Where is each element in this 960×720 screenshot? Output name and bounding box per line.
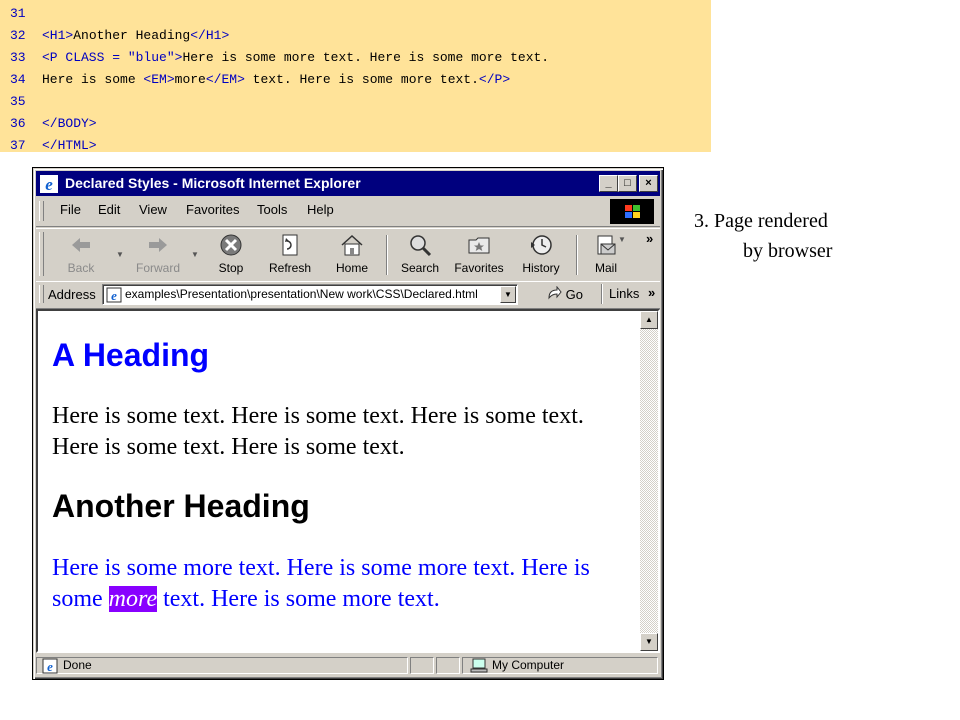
menu-edit[interactable]: Edit: [98, 202, 121, 217]
back-arrow-icon: [68, 232, 94, 258]
forward-label: Forward: [135, 261, 180, 275]
refresh-icon: [277, 232, 303, 258]
standard-toolbar: [36, 228, 660, 282]
refresh-button[interactable]: [262, 232, 318, 278]
line-number: 35: [10, 94, 26, 109]
code-line: [10, 137, 97, 155]
code-text: Here is some more text. Here is some more text.: [182, 50, 550, 65]
paragraph-2-text-end: text. Here is some more text.: [157, 586, 440, 612]
annotation-line-1: 3. Page rendered: [694, 210, 828, 232]
forward-dropdown-icon[interactable]: ▼: [191, 250, 199, 259]
address-dropdown-button[interactable]: ▼: [500, 286, 516, 303]
stop-label: Stop: [218, 261, 244, 275]
refresh-label: Refresh: [268, 261, 312, 275]
line-number: 33: [10, 50, 26, 65]
title-bar[interactable]: [36, 171, 660, 196]
page-paragraph-2: [52, 553, 632, 615]
status-text: Done: [63, 658, 92, 672]
address-separator: [601, 284, 603, 304]
code-tag: <P CLASS = "blue">: [42, 50, 183, 65]
code-tag: </P>: [478, 72, 511, 87]
toolbar-more-chevron[interactable]: »: [646, 231, 654, 246]
windows-logo-icon: [610, 199, 654, 224]
page-heading-2: Another Heading: [52, 488, 310, 524]
menu-grip[interactable]: [39, 201, 44, 221]
code-line: [10, 71, 510, 89]
favorites-folder-icon: [466, 232, 492, 258]
go-button[interactable]: [546, 286, 583, 302]
code-tag: </H1>: [190, 28, 230, 43]
back-label: Back: [67, 261, 95, 275]
security-zone-text: My Computer: [492, 658, 565, 672]
line-number: 31: [10, 6, 26, 21]
maximize-button[interactable]: □: [618, 175, 637, 192]
mail-dropdown-icon[interactable]: ▼: [618, 235, 626, 244]
window-title: Declared Styles - Microsoft Internet Explorer: [65, 175, 361, 191]
address-value: examples\Presentation\presentation\New work\CSS\Declared.html: [125, 287, 478, 301]
menu-view[interactable]: View: [139, 202, 167, 217]
slide-annotation: [694, 206, 832, 266]
address-bar: [36, 281, 660, 309]
line-number: 32: [10, 28, 26, 43]
scroll-up-arrow-icon[interactable]: ▲: [640, 311, 658, 329]
svg-text:e: e: [111, 288, 117, 303]
scroll-down-arrow-icon[interactable]: ▼: [640, 633, 658, 651]
favorites-button[interactable]: [450, 232, 508, 278]
vertical-scrollbar[interactable]: [640, 311, 658, 651]
forward-button[interactable]: [128, 232, 188, 278]
page-paragraph-1: Here is some text. Here is some text. Here is some text. Here is some text. Here is some text.: [52, 403, 584, 460]
history-clock-icon: [528, 232, 554, 258]
code-tag: </EM>: [205, 72, 245, 87]
links-button[interactable]: Links: [609, 286, 640, 301]
address-label: Address: [48, 287, 96, 302]
browser-window: [32, 167, 664, 680]
code-line: [10, 5, 42, 23]
code-tag: <H1>: [42, 28, 74, 43]
emphasized-text: more: [108, 586, 158, 612]
code-line: [10, 93, 42, 111]
toolbar-separator-2: [576, 235, 578, 275]
search-globe-icon: [407, 232, 433, 258]
go-arrow-icon: [546, 286, 562, 302]
svg-text:e: e: [47, 659, 53, 674]
go-label: Go: [565, 287, 583, 302]
line-number: 36: [10, 116, 26, 131]
code-listing: [0, 0, 711, 152]
mail-icon: [593, 232, 619, 258]
svg-text:e: e: [45, 175, 53, 193]
back-button[interactable]: [56, 232, 106, 278]
back-dropdown-icon[interactable]: ▼: [116, 250, 124, 259]
code-line: [10, 49, 549, 67]
code-line: [10, 27, 229, 45]
links-more-chevron[interactable]: »: [648, 285, 656, 300]
forward-arrow-icon: [145, 232, 171, 258]
menu-file[interactable]: File: [60, 202, 81, 217]
stop-button[interactable]: [211, 232, 251, 278]
code-text: more: [174, 72, 206, 87]
page-icon: [106, 287, 122, 303]
history-label: History: [522, 261, 560, 275]
address-grip[interactable]: [39, 285, 44, 303]
favorites-label: Favorites: [454, 261, 504, 275]
code-tag: </BODY>: [42, 116, 97, 131]
home-icon: [339, 232, 365, 258]
page-done-icon: [42, 658, 58, 674]
page-heading-1: A Heading: [52, 337, 210, 373]
paragraph-2-text-start: Here is some more text. Here is some more text. Here is some: [52, 555, 590, 612]
ie-logo-icon[interactable]: [40, 175, 58, 193]
code-tag: </HTML>: [42, 138, 97, 153]
annotation-line-2: by browser: [743, 240, 833, 262]
page-viewport[interactable]: [36, 309, 660, 653]
search-label: Search: [400, 261, 440, 275]
status-panel-3: [436, 657, 460, 674]
code-tag: <EM>: [143, 72, 175, 87]
code-text: Another Heading: [73, 28, 191, 43]
menu-tools[interactable]: Tools: [257, 202, 288, 217]
code-text: text. Here is some more text.: [244, 72, 479, 87]
line-number: 37: [10, 138, 26, 153]
home-label: Home: [335, 261, 368, 275]
mail-label: Mail: [594, 261, 617, 275]
code-line: [10, 115, 97, 133]
my-computer-icon: [470, 658, 488, 673]
toolbar-separator: [386, 235, 388, 275]
menu-favorites[interactable]: Favorites: [186, 202, 240, 217]
minimize-button[interactable]: _: [599, 175, 618, 192]
menu-bar: [36, 198, 660, 227]
stop-icon: [218, 232, 244, 258]
line-number: 34: [10, 72, 26, 87]
history-button[interactable]: [516, 232, 566, 278]
search-button[interactable]: [395, 232, 445, 278]
close-button[interactable]: ×: [639, 175, 658, 192]
status-bar: [36, 655, 660, 676]
status-panel-2: [410, 657, 434, 674]
home-button[interactable]: [329, 232, 375, 278]
code-text: Here is some: [42, 72, 144, 87]
toolbar-grip[interactable]: [39, 232, 44, 276]
menu-help[interactable]: Help: [307, 202, 334, 217]
address-input[interactable]: [102, 284, 518, 305]
